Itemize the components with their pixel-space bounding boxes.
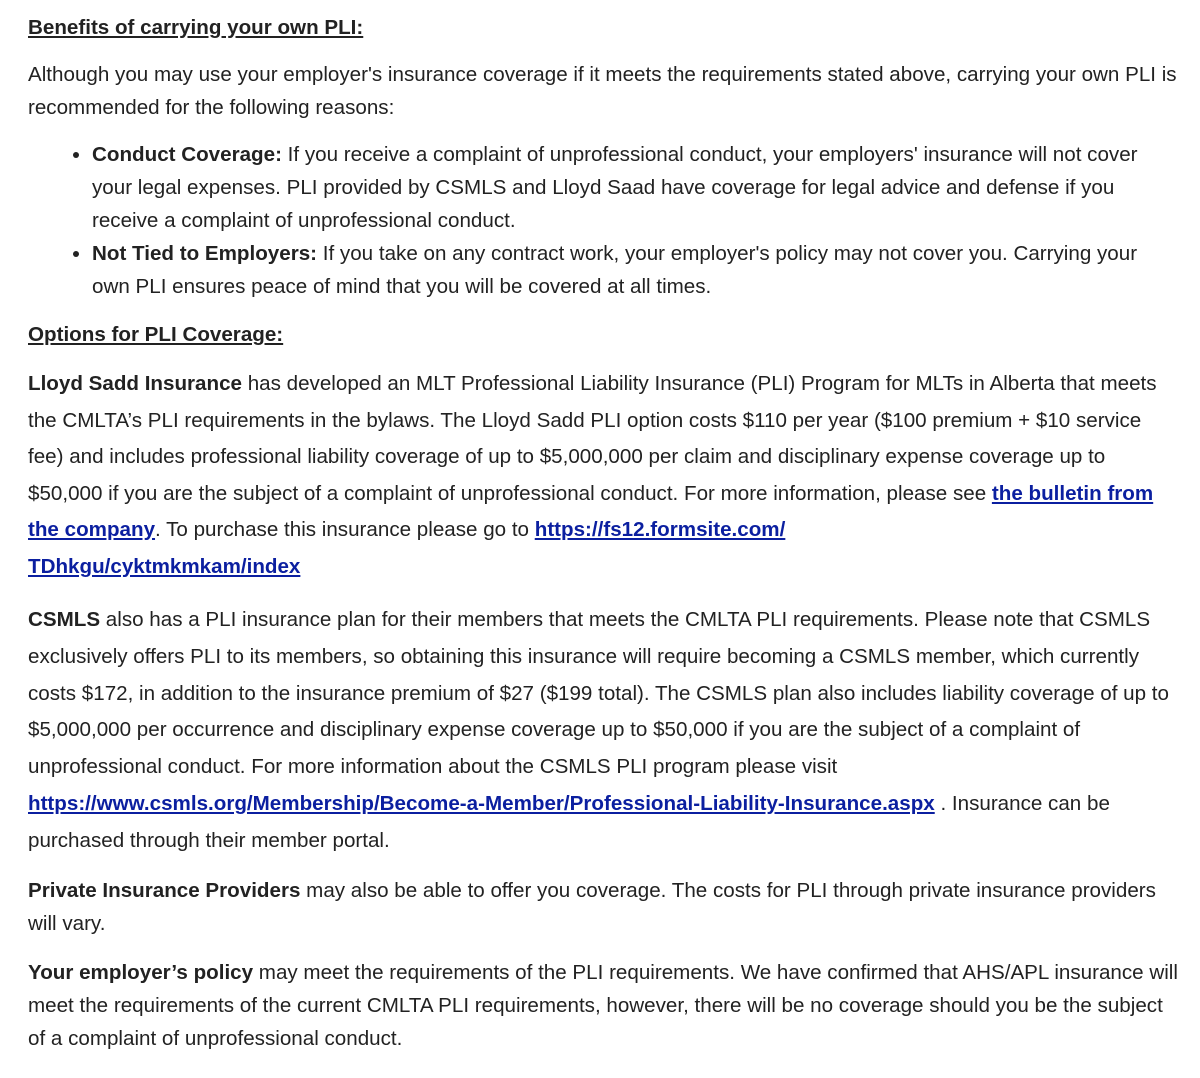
csmls-text-2: . Insurance can be purchased through their member portal. bbox=[28, 791, 1110, 852]
options-heading: Options for PLI Coverage: bbox=[28, 323, 284, 346]
private-providers-name: Private Insurance Providers bbox=[28, 878, 301, 902]
formsite-link-part-2: TDhkgu/cyktmkmkam/index bbox=[28, 554, 301, 578]
benefits-intro: Although you may use your employer's insurance coverage if it meets the requirements stated above, carrying your own PLI is recommended for the following reasons: bbox=[28, 63, 1177, 119]
bulletin-link[interactable]: the bulletin from the company bbox=[28, 481, 1154, 541]
employer-policy-text: may meet the requirements of the PLI requirements. We have confirmed that AHS/APL insurance will meet the requirements of the current CMLTA PLI requirements, however, there will be no coverage should you be the subject of a complaint of unprofessional conduct. bbox=[28, 960, 1178, 1050]
csmls-link[interactable]: https://www.csmls.org/Membership/Become-a-Member/Professional-Liability-Insurance.aspx bbox=[28, 791, 935, 815]
benefits-list bbox=[28, 138, 1180, 303]
private-providers-paragraph bbox=[28, 874, 1180, 940]
lloyd-sadd-name: Lloyd Sadd Insurance bbox=[28, 372, 242, 395]
conduct-coverage-title: Conduct Coverage: bbox=[92, 143, 282, 166]
conduct-coverage-text: If you receive a complaint of unprofessional conduct, your employers' insurance will not cover your legal expenses. PLI provided by CSMLS and Lloyd Saad have coverage for legal advice and defense if you receive a complaint of unprofessional conduct. bbox=[92, 143, 1138, 232]
lloyd-sadd-text-2: . To purchase this insurance please go to bbox=[155, 518, 535, 541]
lloyd-sadd-paragraph bbox=[28, 366, 1180, 585]
employer-policy-paragraph bbox=[28, 956, 1180, 1055]
private-providers-text: may also be able to offer you coverage. The costs for PLI through private insurance providers will vary. bbox=[28, 878, 1156, 935]
lloyd-sadd-text-1: has developed an MLT Professional Liability Insurance (PLI) Program for MLTs in Alberta that meets the CMLTA’s PLI requirements in the bylaws. The Lloyd Sadd PLI option costs $110 per year ($100 premium + $10 service fee) and includes professional liability coverage of up to $5,000,000 per claim and disciplinary expense coverage up to $50,000 if you are the subject of a complaint of unprofessional conduct. For more information, please see bbox=[28, 372, 1157, 505]
list-item-not-tied bbox=[92, 237, 1180, 303]
formsite-link-part-1: https://fs12.formsite.com/ bbox=[534, 518, 786, 541]
csmls-paragraph bbox=[28, 602, 1180, 860]
list-item-conduct-coverage bbox=[92, 138, 1180, 237]
employer-policy-name: Your employer’s policy bbox=[28, 960, 254, 984]
benefits-heading: Benefits of carrying your own PLI: bbox=[28, 16, 364, 39]
not-tied-title: Not Tied to Employers: bbox=[92, 242, 318, 265]
csmls-text-1: also has a PLI insurance plan for their members that meets the CMLTA PLI requirements. Please note that CSMLS exclusively offers PLI to its members, so obtaining this insurance will require becoming a CSMLS member, which currently costs $172, in addition to the insurance premium of $27 ($199 total). The CSMLS plan also includes liability coverage of up to $5,000,000 per occurrence and disciplinary expense coverage up to $50,000 if you are the subject of a complaint of unprofessional conduct. For more information about the CSMLS PLI program please visit bbox=[28, 608, 1169, 779]
not-tied-text: If you take on any contract work, your employer's policy may not cover you. Carrying your own PLI ensures peace of mind that you will be covered at all times. bbox=[92, 242, 1138, 298]
csmls-name: CSMLS bbox=[28, 608, 101, 631]
